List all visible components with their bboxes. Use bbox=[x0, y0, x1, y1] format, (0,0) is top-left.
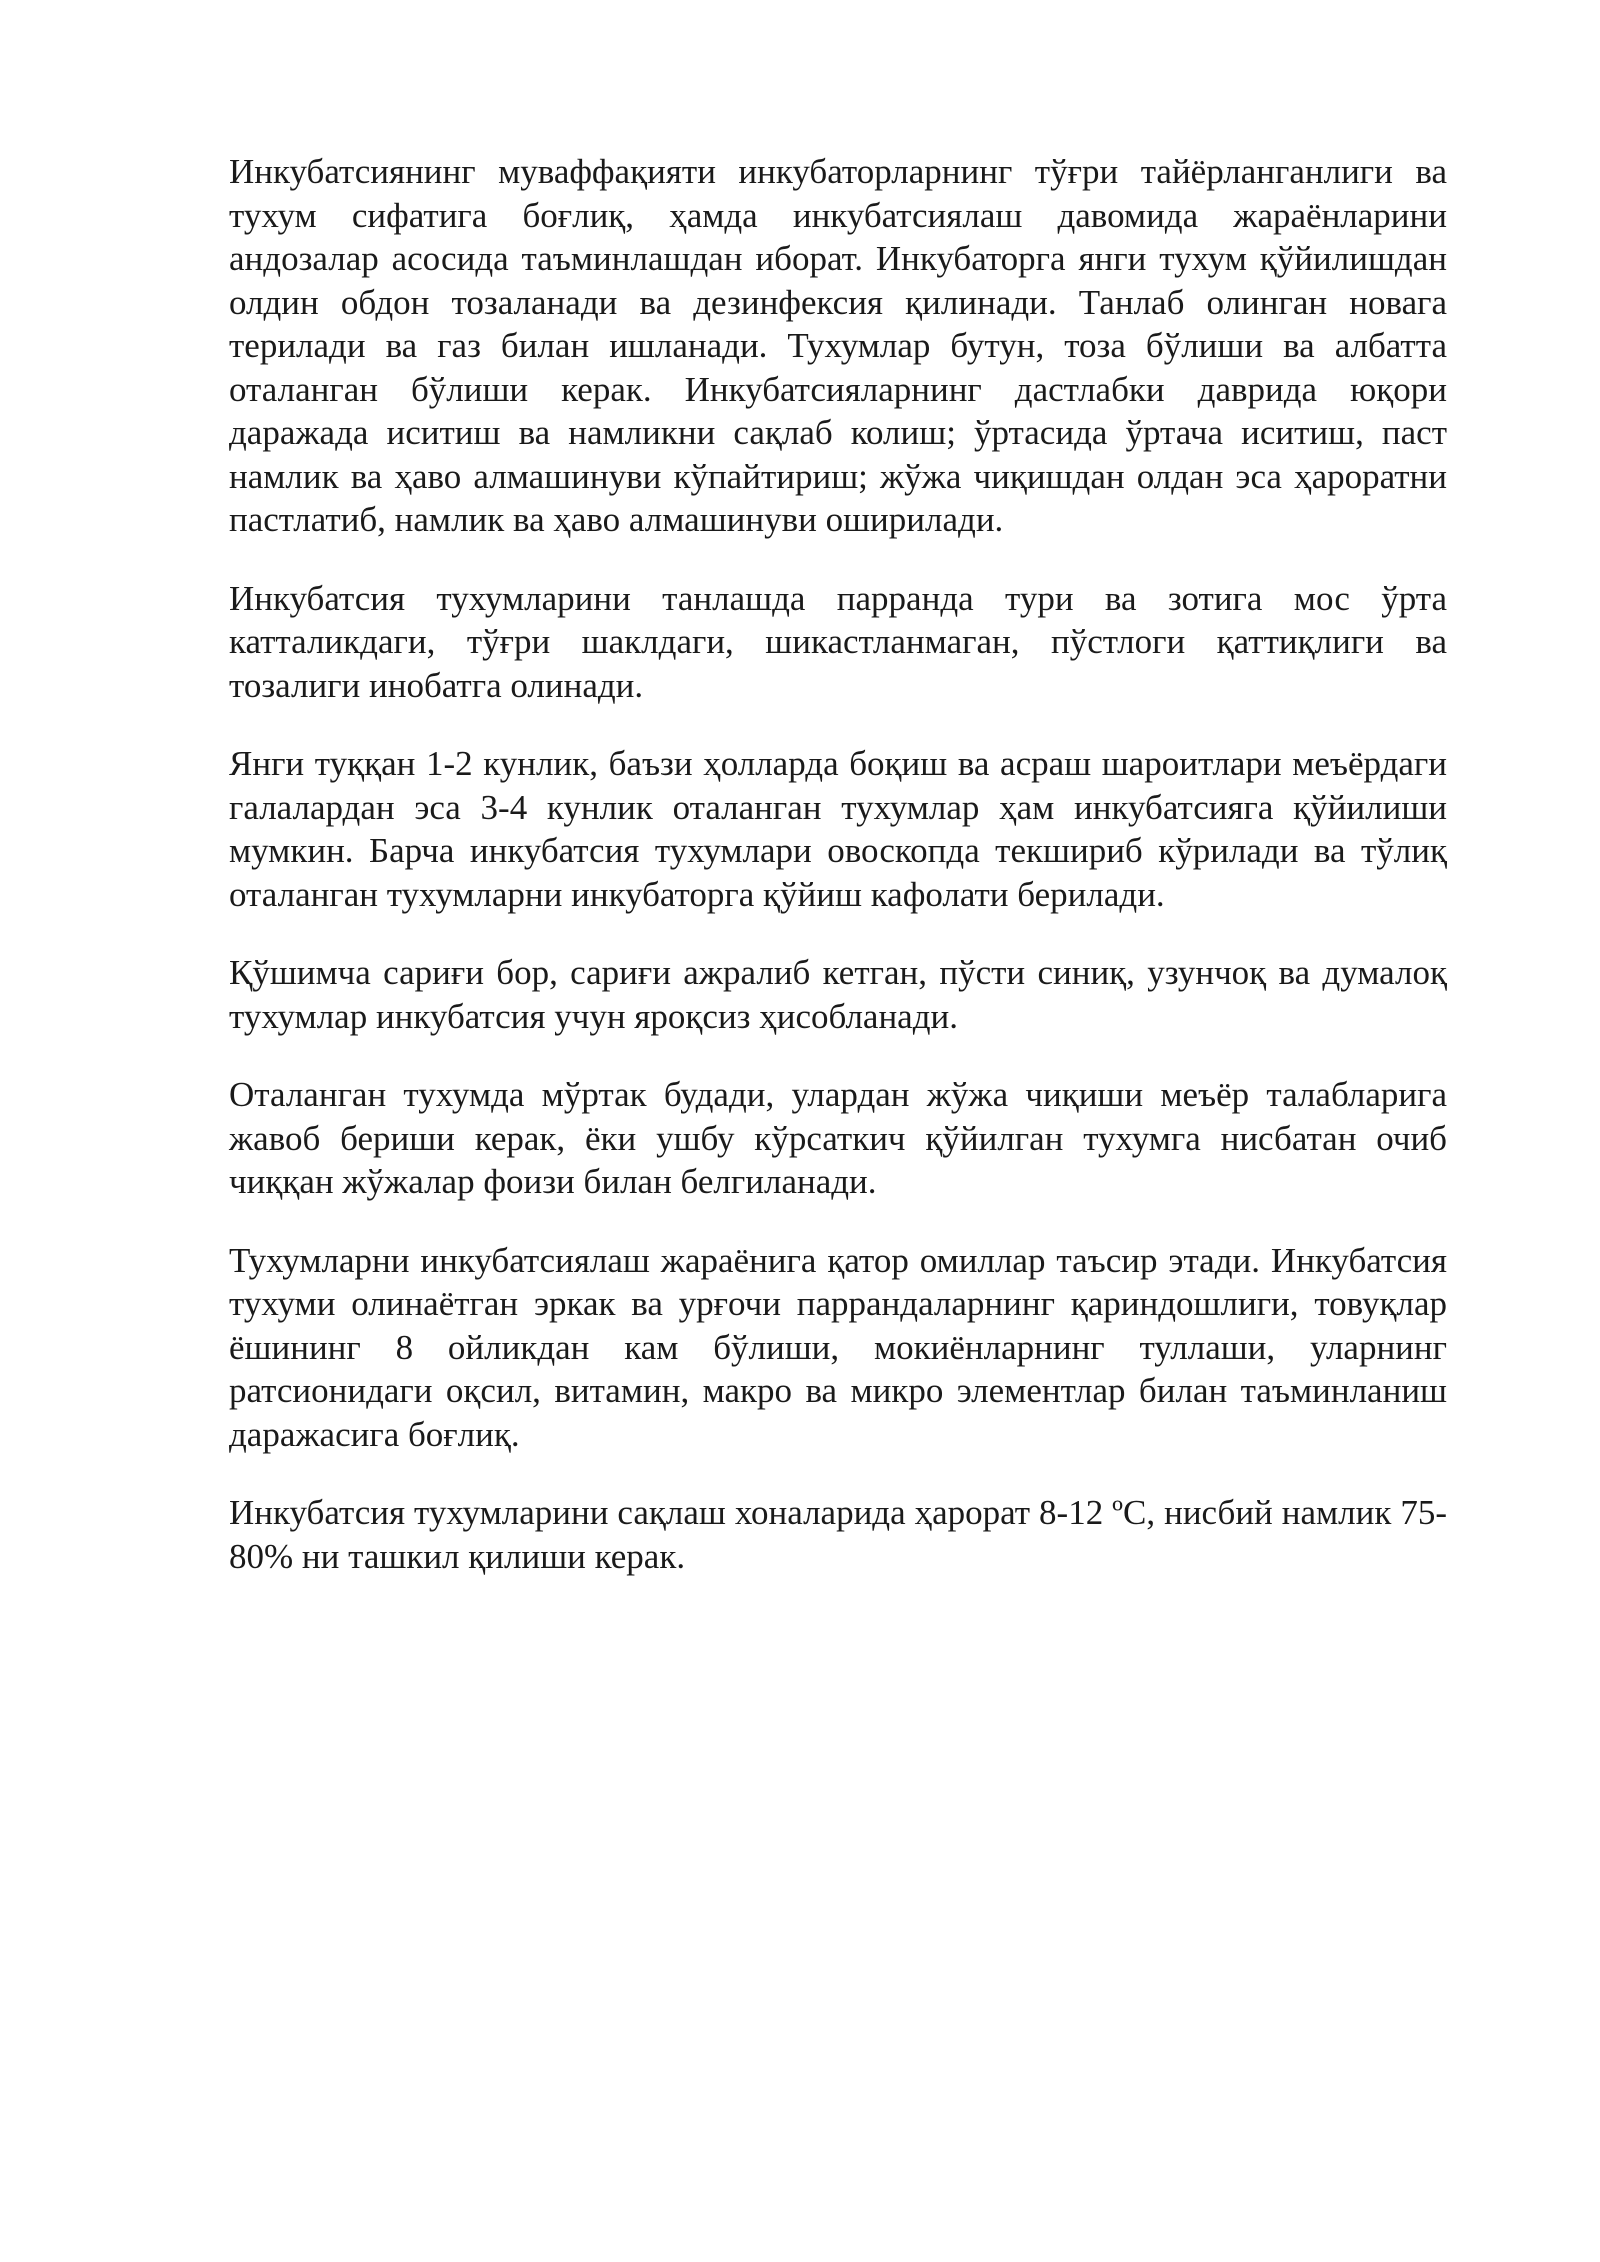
paragraph-5: Оталанган тухумда мўртак будади, улардан жўжа чиқиши меъёр талабларига жавоб бериши керак, ёки ушбу кўрсаткич қўйилган тухумга нисбатан очиб чиққан жўжалар фоизи билан белгиланади. bbox=[229, 1075, 1447, 1201]
paragraph-6: Тухумларни инкубатсиялаш жараёнига қатор омиллар таъсир этади. Инкубатсия тухуми олинаётган эркак ва урғочи паррандаларнинг қариндошлиги, товуқлар ёшининг 8 ойликдан кам бўлиши, мокиёнларнинг туллаши, уларнинг ратсионидаги оқсил, витамин, макро ва микро элементлар билан таъминланиш даражасига боғлиқ. bbox=[229, 1240, 1447, 1454]
paragraph-4: Қўшимча сариғи бор, сариғи ажралиб кетган, пўсти синиқ, узунчоқ ва думалоқ тухумлар инкубатсия учун яроқсиз ҳисобланади. bbox=[229, 953, 1447, 1036]
paragraph-7: Инкубатсия тухумларини сақлаш хоналарида ҳарорат 8-12 ºС, нисбий намлик 75-80% ни ташкил қилиши керак. bbox=[229, 1493, 1447, 1576]
document-body bbox=[229, 150, 1447, 1613]
paragraph-2: Инкубатсия тухумларини танлашда парранда тури ва зотига мос ўрта катталикдаги, тўғри шаклдаги, шикастланмаган, пўстлоги қаттиқлиги ва тозалиги инобатга олинади. bbox=[229, 578, 1447, 705]
paragraph-1: Инкубатсиянинг муваффақияти инкубаторларнинг тўғри тайёрланганлиги ва тухум сифатига боғлиқ, ҳамда инкубатсиялаш давомида жараёнларини андозалар асосида таъминлашдан иборат. Инкубаторга янги тухум қўйилишдан олдин обдон тозаланади ва дезинфексия қилинади. Танлаб олинган новага терилади ва газ билан ишланади. Тухумлар бутун, тоза бўлиши ва албатта оталанган бўлиши керак. Инкубатсияларнинг дастлабки даврида юқори даражада иситиш ва намликни сақлаб колиш; ўртасида ўртача иситиш, паст намлик ва ҳаво алмашинуви кўпайтириш; жўжа чиқишдан олдан эса ҳароратни пастлатиб, намлик ва ҳаво алмашинуви оширилади. bbox=[229, 152, 1447, 539]
paragraph-3: Янги туққан 1-2 кунлик, баъзи ҳолларда боқиш ва асраш шароитлари меъёрдаги галалардан эса 3-4 кунлик оталанган тухумлар ҳам инкубатсияга қўйилиши мумкин. Барча инкубатсия тухумлари овоскопда текшириб кўрилади ва тўлиқ оталанган тухумларни инкубаторга қўйиш кафолати берилади. bbox=[229, 744, 1447, 914]
